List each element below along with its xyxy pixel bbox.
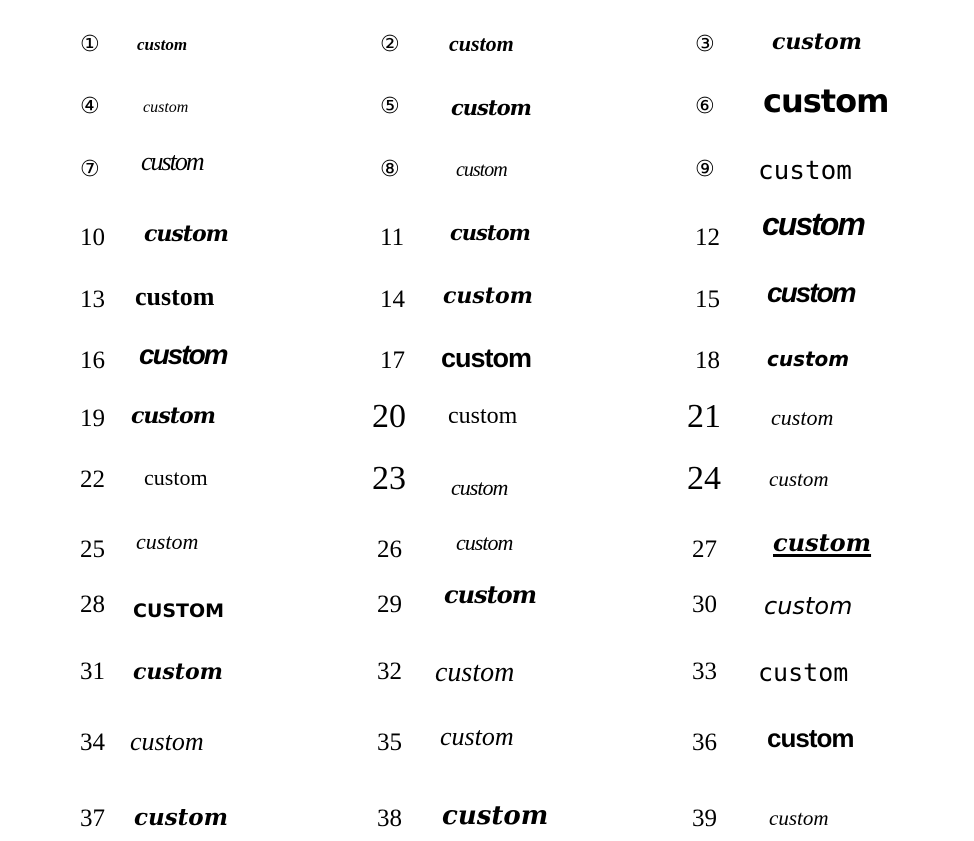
- font-sample: custom: [130, 727, 204, 756]
- item-number: 30: [692, 591, 717, 618]
- item-number: ④: [80, 94, 100, 119]
- font-sample: custom: [769, 467, 829, 491]
- font-sample: CUSTOM: [133, 600, 225, 622]
- item-number: 34: [80, 729, 105, 756]
- item-number: 29: [377, 591, 402, 618]
- font-sample: custom: [763, 82, 889, 120]
- font-sample: custom: [131, 403, 215, 429]
- font-sample: custom: [772, 29, 862, 55]
- item-number: 19: [80, 405, 105, 432]
- font-sample: custom: [767, 347, 850, 371]
- font-sample: custom: [135, 282, 215, 311]
- item-number: 21: [687, 398, 721, 435]
- item-number: ⑧: [380, 157, 400, 182]
- font-sample: custom: [134, 804, 228, 831]
- font-sample: custom: [440, 722, 514, 751]
- item-number: ⑦: [80, 157, 100, 182]
- font-sample: custom: [456, 159, 507, 181]
- item-number: ⑥: [695, 94, 715, 119]
- item-number: ⑤: [380, 94, 400, 119]
- font-sample: custom: [143, 99, 189, 116]
- font-sample: custom: [771, 405, 834, 430]
- font-sample: custom: [758, 658, 849, 687]
- font-sample: custom: [764, 592, 853, 620]
- item-number: 12: [695, 224, 720, 251]
- font-sample: custom: [773, 528, 872, 557]
- font-sample: custom: [442, 801, 549, 831]
- item-number: 18: [695, 347, 720, 374]
- font-sample: custom: [441, 343, 532, 373]
- font-sample: custom: [451, 475, 508, 500]
- font-sample: custom: [769, 806, 829, 830]
- font-sample: custom: [767, 723, 854, 753]
- item-number: 23: [372, 460, 406, 497]
- item-number: 35: [377, 729, 402, 756]
- font-sample: custom: [758, 156, 852, 186]
- font-sample: custom: [443, 283, 533, 309]
- item-number: 39: [692, 805, 717, 832]
- item-number: 13: [80, 286, 105, 313]
- item-number: 33: [692, 658, 717, 685]
- item-number: 17: [380, 347, 405, 374]
- item-number: 28: [80, 591, 105, 618]
- item-number: ②: [380, 32, 400, 57]
- item-number: 31: [80, 658, 105, 685]
- font-sample: custom: [451, 95, 531, 120]
- item-number: 20: [372, 398, 406, 435]
- font-sample: custom: [144, 221, 228, 247]
- item-number: 27: [692, 536, 717, 563]
- item-number: 15: [695, 286, 720, 313]
- font-sample: custom: [762, 206, 864, 242]
- item-number: 22: [80, 466, 105, 493]
- item-number: 25: [80, 536, 105, 563]
- item-number: 10: [80, 224, 105, 251]
- font-sample: custom: [448, 403, 518, 429]
- font-sample: custom: [137, 35, 188, 54]
- font-sample: custom: [144, 465, 208, 490]
- font-sample: custom: [435, 657, 515, 688]
- item-number: 37: [80, 805, 105, 832]
- font-sample: custom: [450, 220, 530, 245]
- item-number: 14: [380, 286, 405, 313]
- font-sample: custom: [141, 147, 203, 176]
- item-number: 38: [377, 805, 402, 832]
- font-sample: custom: [136, 529, 199, 554]
- item-number: 24: [687, 460, 721, 497]
- font-sample: custom: [449, 31, 514, 56]
- font-sample: custom: [139, 339, 227, 370]
- font-sample: custom: [444, 580, 537, 609]
- item-number: 26: [377, 536, 402, 563]
- font-sample: custom: [767, 277, 855, 308]
- item-number: ①: [80, 32, 100, 57]
- item-number: 36: [692, 729, 717, 756]
- font-sample: custom: [133, 659, 223, 685]
- item-number: 11: [380, 224, 405, 251]
- item-number: 16: [80, 347, 105, 374]
- item-number: 32: [377, 658, 402, 685]
- item-number: ⑨: [695, 157, 715, 182]
- item-number: ③: [695, 32, 715, 57]
- font-sample: custom: [456, 530, 513, 555]
